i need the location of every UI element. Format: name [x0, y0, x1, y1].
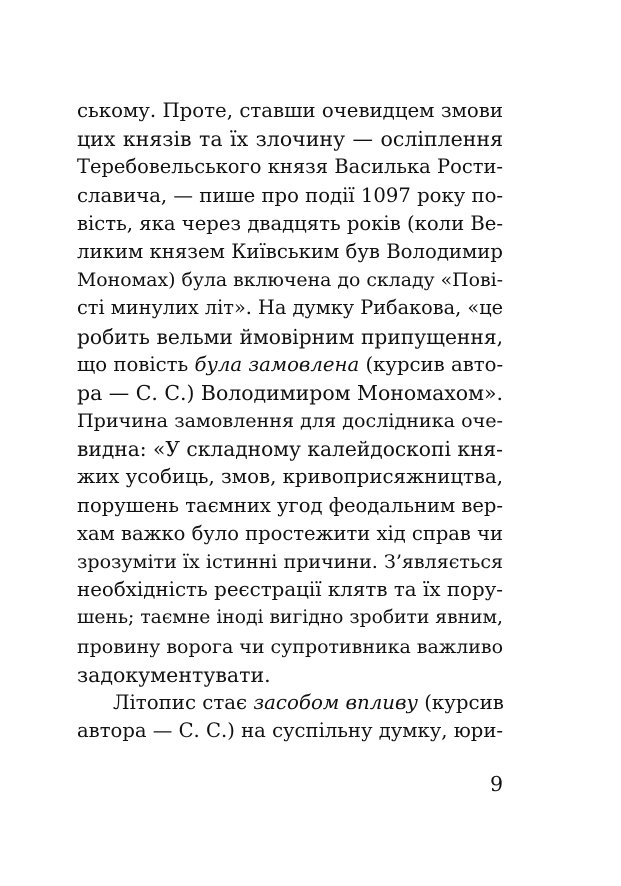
text-segment: ському. Проте, ставши очевидцем змови — [77, 99, 503, 122]
body-text — [77, 97, 503, 745]
text-line — [77, 407, 503, 435]
text-line — [77, 576, 503, 604]
text-segment: (курсив — [417, 690, 504, 714]
text-line — [77, 182, 503, 210]
text-line — [77, 323, 503, 351]
text-segment: ликим князем Київським був Володимир — [77, 239, 503, 263]
text-line — [77, 548, 503, 576]
text-segment: автора — С. С.) на суспільну думку, юри- — [77, 719, 503, 743]
italic-text: засобом впливу — [253, 690, 418, 714]
text-segment: Мономах) була включена до складу «Пові- — [77, 269, 504, 292]
text-line — [77, 125, 503, 153]
text-line — [77, 238, 503, 266]
text-line — [77, 266, 503, 294]
text-line — [77, 633, 503, 661]
text-segment: цих князів та їх злочину — осліплення — [77, 127, 503, 152]
text-segment: жих усобиць, змов, кривоприсяжництва, — [77, 465, 504, 489]
text-segment: шень; таємне іноді вигідно зробити явним, — [77, 607, 503, 629]
text-line — [77, 717, 503, 745]
text-segment: славича, — пише про події 1097 року по- — [77, 183, 503, 207]
text-segment: Теребовельського князя Василька Рости- — [77, 155, 503, 179]
text-line — [77, 294, 503, 322]
italic-text: була замовлена — [194, 352, 360, 376]
text-segment: видна: «У складному калейдоскопі кня- — [77, 437, 503, 462]
text-segment: робить вельми ймовірним припущення, — [77, 324, 503, 349]
text-line — [77, 97, 503, 125]
text-line — [77, 604, 503, 632]
text-line — [77, 435, 503, 463]
text-segment: необхідність реєстрації клятв та їх пору- — [77, 578, 503, 602]
text-segment: ра — С. С.) Володимиром Мономахом». — [77, 380, 504, 405]
text-line — [77, 689, 503, 717]
text-line — [77, 210, 503, 238]
text-line — [77, 379, 503, 407]
text-line — [77, 463, 503, 491]
text-segment: зрозуміти їх істинні причини. З’являється — [77, 551, 503, 573]
text-segment: провину ворога чи супротивника важливо — [77, 635, 504, 658]
text-line — [77, 153, 503, 181]
page-number: 9 — [489, 772, 503, 796]
text-line — [77, 520, 503, 548]
text-segment: порушень таємних угод феодальним вер- — [77, 493, 503, 517]
text-segment: хам важко було простежити хід справ чи — [77, 521, 503, 545]
text-segment: Літопис стає — [113, 690, 254, 714]
text-segment: (курсив авто- — [359, 352, 504, 376]
text-segment: задокументувати. — [77, 662, 271, 687]
text-segment: що повість — [77, 352, 195, 376]
text-line — [77, 492, 503, 520]
text-line — [77, 661, 503, 689]
text-segment: Причина замовлення для дослідника оче- — [77, 409, 503, 433]
text-segment: сті минулих літ». На думку Рибакова, «це — [77, 296, 503, 320]
text-segment: вість, яка через двадцять років (коли Ве- — [77, 211, 503, 235]
text-line — [77, 351, 503, 379]
